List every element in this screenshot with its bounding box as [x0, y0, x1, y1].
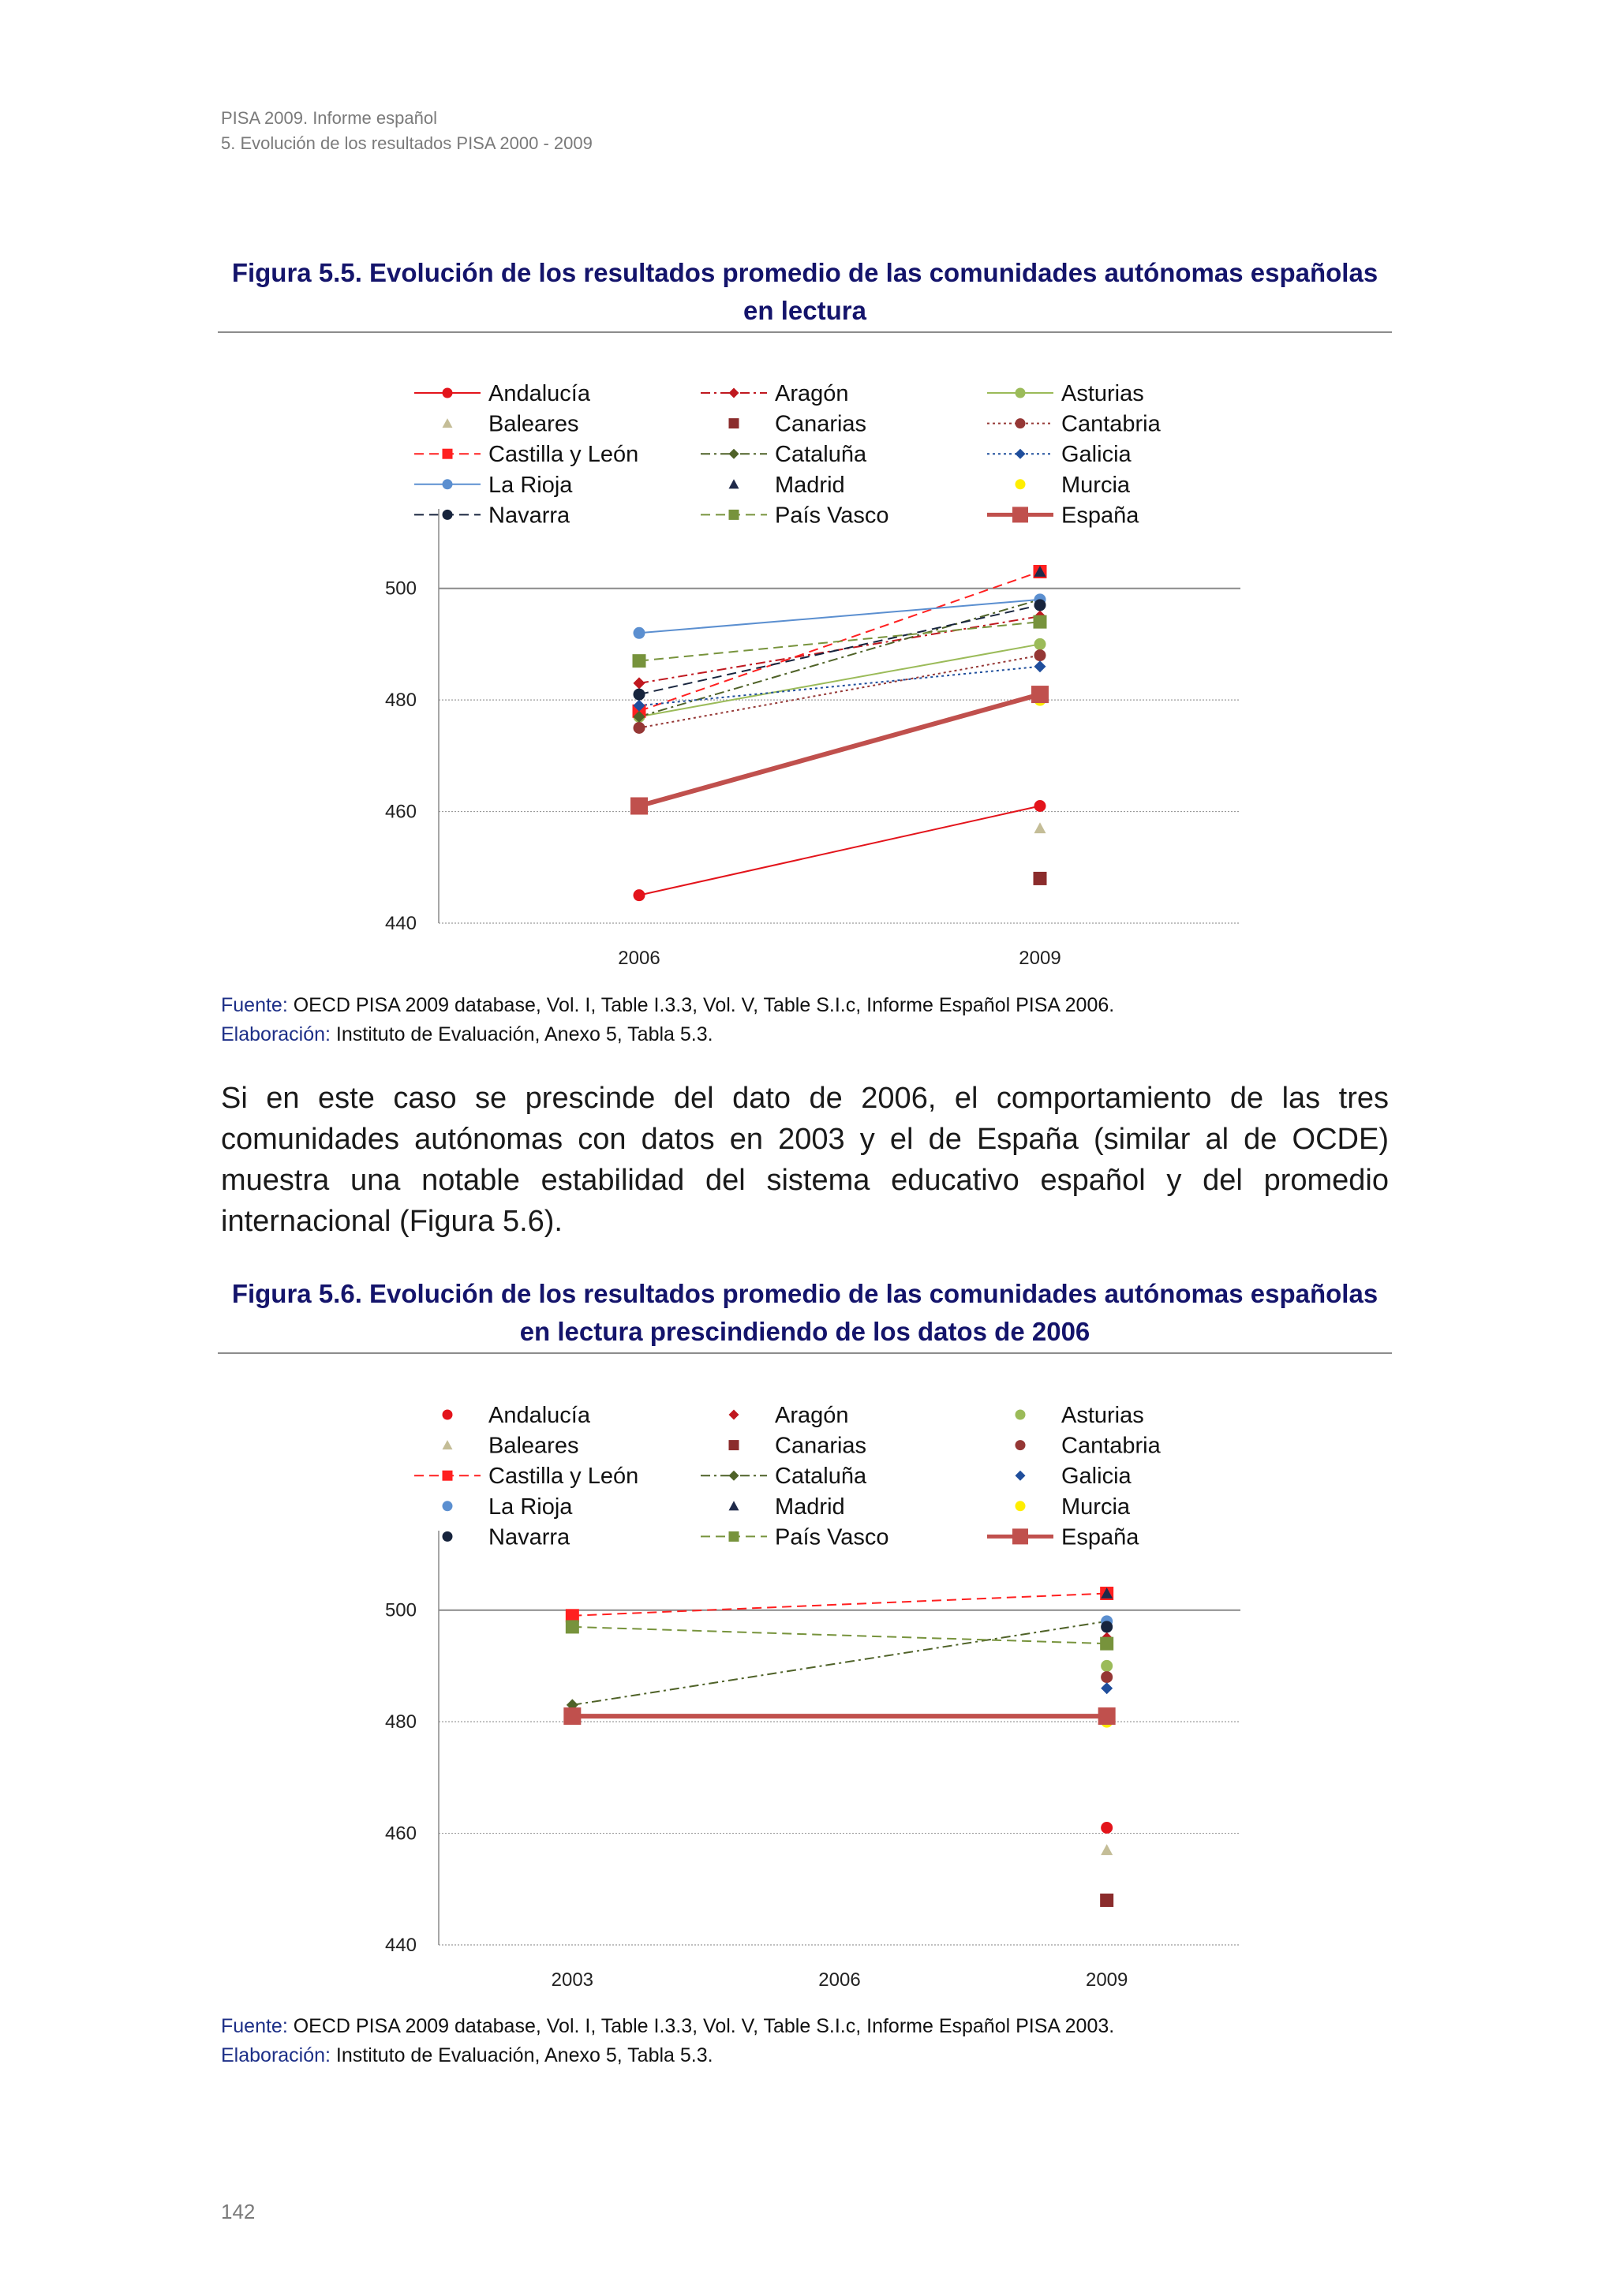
point-asturias — [1101, 1660, 1113, 1672]
x-tick-label: 2009 — [1019, 948, 1061, 969]
series-line-espana — [639, 694, 1040, 806]
legend-label: Andalucía — [488, 381, 590, 406]
source-label: Fuente: — [221, 2015, 288, 2037]
legend-item-galicia — [987, 442, 1132, 467]
figure-2-rule — [218, 1352, 1392, 1354]
legend-label: Baleares — [488, 1433, 579, 1459]
series-line-la-rioja — [639, 600, 1040, 633]
legend-label: Cantabria — [1061, 1433, 1161, 1459]
legend-marker — [729, 418, 739, 428]
point-andalucia — [1101, 1822, 1113, 1834]
legend-marker — [443, 388, 453, 398]
point-asturias — [1034, 638, 1046, 650]
legend-label: Aragón — [775, 381, 849, 406]
point-cantabria — [1101, 1671, 1113, 1683]
point-espana — [1098, 1707, 1116, 1725]
point-la-rioja — [634, 627, 645, 639]
point-navarra — [1034, 599, 1046, 611]
legend-label: Navarra — [488, 1524, 570, 1550]
legend-marker — [443, 1410, 453, 1420]
legend-label: Madrid — [775, 472, 845, 498]
x-tick-label: 2009 — [1085, 1969, 1128, 1991]
y-tick-label: 500 — [384, 578, 417, 600]
legend-item-baleares — [443, 412, 579, 437]
y-tick-label: 440 — [384, 913, 417, 934]
y-tick-label: 480 — [384, 690, 417, 712]
legend-marker — [443, 510, 453, 520]
legend-label: Castilla y León — [488, 442, 639, 468]
legend-item-cantabria — [1016, 1434, 1162, 1459]
source-text: OECD PISA 2009 database, Vol. I, Table I.3.3, Vol. V, Table S.I.c, Informe Español PISA 2006. — [287, 994, 1115, 1016]
legend-marker — [1016, 1410, 1026, 1420]
x-tick-label: 2006 — [618, 948, 660, 969]
point-navarra — [634, 689, 645, 701]
legend-label: Galicia — [1061, 1464, 1132, 1490]
legend-label: Asturias — [1061, 1403, 1144, 1428]
point-aragon — [634, 677, 645, 689]
legend-marker — [443, 449, 453, 459]
legend-label: La Rioja — [488, 1494, 573, 1520]
point-pais-vasco — [1034, 615, 1047, 629]
legend-label: Murcia — [1061, 1494, 1131, 1520]
point-baleares — [1101, 1844, 1113, 1855]
legend-label: Navarra — [488, 503, 570, 529]
legend-label: País Vasco — [775, 503, 889, 529]
legend-item-cantabria — [987, 412, 1162, 437]
y-tick-label: 460 — [384, 801, 417, 823]
x-tick-label: 2003 — [551, 1969, 594, 1991]
legend-item-espana — [987, 1524, 1139, 1550]
series-line-cantabria — [639, 656, 1040, 728]
legend-item-navarra — [443, 1524, 571, 1550]
page-number: 142 — [221, 2200, 256, 2223]
legend-item-navarra — [414, 503, 570, 528]
legend-item-andalucia — [443, 1403, 591, 1428]
legend-item-canarias — [729, 1434, 867, 1459]
figure-1-rule — [218, 331, 1392, 333]
legend-item-aragon — [701, 381, 849, 406]
series-line-pais-vasco — [572, 1627, 1106, 1643]
figure-1-chart — [0, 371, 1616, 986]
legend-item-pais-vasco — [701, 1524, 889, 1550]
point-galicia — [1101, 1682, 1113, 1694]
legend-marker — [729, 449, 739, 459]
legend-marker — [443, 479, 453, 489]
legend-label: Asturias — [1061, 381, 1144, 406]
legend-item-murcia — [1016, 473, 1131, 498]
legend-marker — [729, 479, 739, 488]
legend-marker — [1016, 1501, 1026, 1511]
legend-marker — [443, 1531, 453, 1542]
legend-item-asturias — [987, 381, 1144, 406]
point-navarra — [1101, 1621, 1113, 1632]
figure-2-title: Figura 5.6. Evolución de los resultados promedio de las comunidades autónomas españolas en lectura prescindiendo de los datos de 2006 — [231, 1279, 1378, 1346]
running-header — [221, 106, 593, 156]
point-pais-vasco — [566, 1620, 579, 1633]
legend-marker — [729, 1531, 739, 1542]
legend-label: La Rioja — [488, 472, 573, 498]
legend-marker — [729, 510, 739, 520]
point-canarias — [1034, 872, 1047, 885]
body-paragraph: Si en este caso se prescinde del dato de 2006, el comportamiento de las tres comunidades autónomas con datos en 2003 y el de España (similar al de OCDE) muestra una notable estabilidad del sistema educativo español y del promedio internacional (Figura 5.6). — [221, 1082, 1389, 1238]
legend-marker — [1016, 449, 1026, 459]
legend-label: Canarias — [775, 1433, 867, 1459]
y-tick-label: 500 — [384, 1599, 417, 1621]
legend-marker — [443, 418, 453, 428]
legend-marker — [729, 1471, 739, 1481]
chart-svg — [0, 371, 1616, 986]
point-baleares — [1034, 822, 1046, 833]
legend-label: Baleares — [488, 411, 579, 437]
legend-marker — [443, 1440, 453, 1449]
series-line-cataluna — [639, 600, 1040, 717]
legend-label: Andalucía — [488, 1403, 590, 1428]
elaboration-text: Instituto de Evaluación, Anexo 5, Tabla 5.3. — [330, 1023, 713, 1045]
legend-marker — [1012, 507, 1028, 522]
figure-2-source — [221, 2012, 1114, 2070]
point-andalucia — [634, 889, 645, 901]
source-label: Fuente: — [221, 994, 288, 1016]
legend-item-cataluna — [701, 442, 867, 467]
point-cantabria — [634, 722, 645, 734]
legend-item-la-rioja — [443, 1494, 574, 1520]
figure-1-source — [221, 991, 1114, 1049]
x-tick-label: 2006 — [818, 1969, 861, 1991]
series-line-andalucia — [639, 806, 1040, 896]
legend-item-la-rioja — [414, 473, 573, 498]
legend-label: Murcia — [1061, 472, 1131, 498]
point-espana — [630, 798, 648, 815]
legend-item-castilla-y-leon — [414, 442, 638, 467]
header-line-2: 5. Evolución de los resultados PISA 2000 - 2009 — [221, 133, 593, 153]
elaboration-label: Elaboración: — [221, 2044, 331, 2066]
y-tick-label: 460 — [384, 1823, 417, 1845]
legend-item-galicia — [1016, 1464, 1132, 1489]
legend-label: Canarias — [775, 411, 867, 437]
legend-item-baleares — [443, 1434, 579, 1459]
legend-item-madrid — [729, 1494, 845, 1520]
elaboration-label: Elaboración: — [221, 1023, 331, 1045]
header-line-1: PISA 2009. Informe español — [221, 108, 437, 128]
legend-item-murcia — [1016, 1494, 1131, 1520]
series-line-aragon — [639, 616, 1040, 683]
legend-marker — [729, 1440, 739, 1450]
point-galicia — [1034, 660, 1046, 672]
legend-label: Cataluña — [775, 442, 867, 468]
legend-item-cataluna — [701, 1464, 867, 1489]
point-cantabria — [1034, 649, 1046, 661]
legend-marker — [1016, 479, 1026, 489]
legend-label: España — [1061, 503, 1139, 529]
legend-item-pais-vasco — [701, 503, 889, 528]
legend-marker — [443, 1501, 453, 1511]
legend-label: Castilla y León — [488, 1464, 639, 1490]
point-pais-vasco — [633, 654, 646, 667]
legend-label: Galicia — [1061, 442, 1132, 468]
y-tick-label: 480 — [384, 1711, 417, 1733]
point-espana — [563, 1707, 581, 1725]
series-line-castilla-y-leon — [572, 1594, 1106, 1616]
legend-marker — [729, 1410, 739, 1420]
legend-marker — [1012, 1528, 1028, 1544]
legend-marker — [443, 1471, 453, 1481]
legend-item-canarias — [729, 412, 867, 437]
figure-1-title: Figura 5.5. Evolución de los resultados promedio de las comunidades autónomas españolas en lectura — [231, 258, 1378, 325]
y-tick-label: 440 — [384, 1935, 417, 1956]
legend-item-espana — [987, 503, 1139, 528]
legend-label: Madrid — [775, 1494, 845, 1520]
legend-marker — [729, 388, 739, 398]
legend-marker — [1016, 418, 1026, 428]
legend-label: Cataluña — [775, 1464, 867, 1490]
legend-item-madrid — [729, 473, 845, 498]
legend-marker — [1016, 388, 1026, 398]
source-text: OECD PISA 2009 database, Vol. I, Table I.3.3, Vol. V, Table S.I.c, Informe Español PISA 2003. — [287, 2015, 1115, 2037]
point-pais-vasco — [1100, 1637, 1113, 1651]
legend-marker — [1016, 1440, 1026, 1450]
point-espana — [1031, 686, 1049, 703]
legend-label: Aragón — [775, 1403, 849, 1428]
elaboration-text: Instituto de Evaluación, Anexo 5, Tabla 5.3. — [330, 2044, 713, 2066]
legend-item-castilla-y-leon — [414, 1464, 638, 1489]
legend-item-andalucia — [414, 381, 591, 406]
legend-marker — [729, 1501, 739, 1510]
point-andalucia — [1034, 800, 1046, 812]
chart-svg — [0, 1393, 1616, 2008]
figure-2-chart — [0, 1393, 1616, 2008]
legend-label: España — [1061, 1524, 1139, 1550]
legend-label: País Vasco — [775, 1524, 889, 1550]
point-canarias — [1100, 1894, 1113, 1907]
legend-label: Cantabria — [1061, 411, 1161, 437]
legend-item-aragon — [729, 1403, 849, 1428]
legend-item-asturias — [1016, 1403, 1144, 1428]
series-line-cataluna — [572, 1621, 1106, 1705]
legend-marker — [1016, 1471, 1026, 1481]
